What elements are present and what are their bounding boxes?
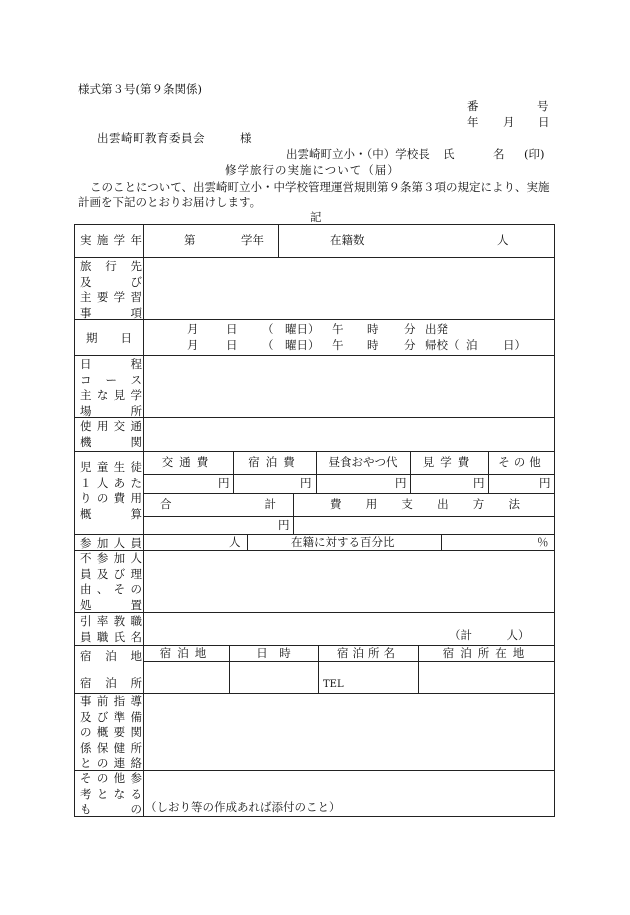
tel-label: TEL bbox=[323, 679, 344, 690]
number-suffix: 号 bbox=[537, 99, 549, 113]
payment-method-label: 費用支出方法 bbox=[330, 497, 520, 511]
stay-place-label: 宿泊地 bbox=[80, 649, 142, 663]
course-label: 日 程 コース 主な見学 場 所 bbox=[80, 357, 142, 418]
depart-ampm: 午 bbox=[332, 322, 344, 336]
other-label: その他参 考となる も の bbox=[80, 771, 142, 816]
stay-facility-label: 宿泊所 bbox=[80, 676, 142, 690]
absent-label: 不参加人 員及び理 由、その 処 置 bbox=[80, 551, 142, 612]
days-label: 日） bbox=[503, 338, 526, 352]
grade-gakunen: 学年 bbox=[241, 233, 264, 247]
depart-minute: 分 bbox=[404, 322, 416, 336]
cost-header-lodging: 宿泊費 bbox=[248, 455, 301, 469]
staff-label: 引率教職 員職氏名 bbox=[80, 614, 142, 644]
percent-sign: ％ bbox=[537, 535, 549, 549]
staff-total: （計 人） bbox=[449, 628, 530, 642]
enrolled-unit: 人 bbox=[497, 233, 509, 247]
seal-mark: (印) bbox=[524, 147, 545, 161]
ratio-label: 在籍に対する百分比 bbox=[291, 535, 395, 549]
return-hour: 時 bbox=[367, 338, 379, 352]
yen-other: 円 bbox=[539, 476, 551, 490]
cost-label: 児童生徒 １人あた りの費用 概 算 bbox=[80, 460, 142, 521]
paren: （ bbox=[262, 322, 274, 336]
body-text-line1: このことについて、出雲崎町立小・中学校管理運営規則第９条第３項の規定により、実施 bbox=[90, 180, 550, 194]
yen-transport: 円 bbox=[218, 476, 230, 490]
return-ampm: 午 bbox=[332, 338, 344, 352]
stay-header-facility: 宿泊所名 bbox=[337, 646, 399, 660]
return-month: 月 bbox=[187, 338, 199, 352]
other-note: （しおり等の作成あれば添付のこと） bbox=[145, 800, 341, 814]
yen-lodging: 円 bbox=[300, 476, 312, 490]
stay-header-address: 宿泊所在地 bbox=[442, 646, 531, 660]
form-number: 様式第３号(第９条関係) bbox=[78, 82, 202, 96]
yen-meals: 円 bbox=[395, 476, 407, 490]
addressee-honorific: 様 bbox=[240, 131, 252, 145]
date-day: 日 bbox=[538, 115, 550, 129]
period-label: 期 日 bbox=[86, 331, 132, 345]
grade-dai: 第 bbox=[184, 233, 196, 247]
yen-tour: 円 bbox=[473, 476, 485, 490]
nights-label: 泊 bbox=[466, 338, 478, 352]
enrolled-label: 在籍数 bbox=[330, 233, 365, 247]
participants-unit: 人 bbox=[229, 535, 241, 549]
yen-total: 円 bbox=[278, 518, 290, 532]
return-day: 日 bbox=[226, 338, 238, 352]
return-label: 帰校（ bbox=[425, 338, 460, 352]
name-label-mei: 名 bbox=[493, 147, 505, 161]
cost-header-transport: 交通費 bbox=[161, 455, 215, 469]
paren: （ bbox=[262, 338, 274, 352]
stay-header-place: 宿泊地 bbox=[159, 646, 213, 660]
cost-header-tour: 見学費 bbox=[422, 455, 476, 469]
grade-label: 実施学年 bbox=[80, 233, 142, 247]
body-text-line2: 計画を下記のとおりお届けします。 bbox=[78, 195, 262, 209]
destination-label: 旅行先 及 び 主要学習 事 項 bbox=[80, 259, 142, 320]
guidance-label: 事前指導 及び準備 の概要関 係保健所 との連絡 bbox=[80, 694, 142, 770]
name-label-shi: 氏 bbox=[443, 147, 455, 161]
depart-month: 月 bbox=[187, 322, 199, 336]
participants-label: 参加人員 bbox=[80, 536, 142, 550]
document-title: 修学旅行の実施について（届） bbox=[225, 163, 400, 177]
ki-label: 記 bbox=[310, 210, 322, 224]
return-weekday: 曜日） bbox=[285, 338, 320, 352]
form-table bbox=[74, 224, 555, 817]
number-label: 番 bbox=[467, 99, 479, 113]
transport-label: 使用交通 機 関 bbox=[80, 419, 142, 449]
cost-header-meals: 昼食おやつ代 bbox=[328, 455, 398, 469]
stay-header-datetime: 日 時 bbox=[256, 646, 291, 660]
depart-weekday: 曜日） bbox=[285, 322, 320, 336]
date-month: 月 bbox=[503, 115, 515, 129]
return-minute: 分 bbox=[404, 338, 416, 352]
addressee: 出雲崎町教育委員会 bbox=[97, 131, 205, 145]
cost-header-other: その他 bbox=[498, 455, 545, 469]
depart-label: 出発 bbox=[425, 322, 448, 336]
depart-day: 日 bbox=[226, 322, 238, 336]
sender: 出雲崎町立小・（中）学校長 bbox=[286, 147, 430, 161]
depart-hour: 時 bbox=[367, 322, 379, 336]
date-year: 年 bbox=[467, 115, 479, 129]
label-column-divider bbox=[143, 224, 144, 817]
total-label: 合 計 bbox=[160, 497, 276, 511]
